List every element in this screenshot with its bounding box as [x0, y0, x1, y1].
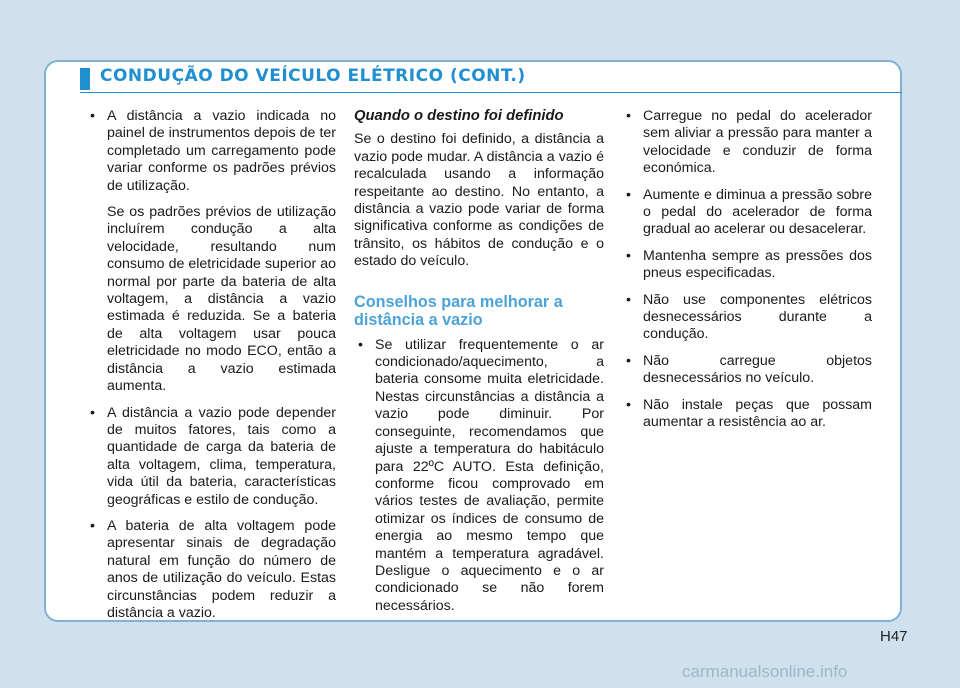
subsection-title: Quando o destino foi definido	[354, 108, 564, 124]
list-item: • Não instale peças que possam aumentar a resistência ao ar.	[622, 397, 872, 432]
list-item: • Aumente e diminua a pressão sobre o pedal do acelerador de forma gradual ao acelerar ou desacelerar.	[622, 187, 872, 239]
list-item: • Não carregue objetos desnecessários no veículo.	[622, 353, 872, 388]
column-right	[622, 108, 872, 441]
list-item: • A distância a vazio indicada no painel de instrumentos depois de ter completado um carregamento pode variar conforme os padrões prévios de utilização.	[86, 108, 336, 195]
page-number: H47	[880, 628, 908, 645]
list-item: • Não use componentes elétricos desnecessários durante a condução.	[622, 292, 872, 344]
column-left	[86, 108, 336, 631]
header-accent-bar	[80, 68, 90, 90]
section-title: Conselhos para melhorar a distância a vazio	[354, 292, 563, 329]
list-item: • A distância a vazio pode depender de muitos fatores, tais como a quantidade de carga da bateria de alta voltagem, clima, temperatura, vida útil da bateria, características geográficas e estilo de condução.	[86, 405, 336, 509]
list-item: • Se utilizar frequentemente o ar condicionado/aquecimento, a bateria consome muita eletricidade. Nestas circunstâncias a distância a vazio pode diminuir. Por conseguinte, recomendamos que ajuste a temperatura do habitáculo para 22ºC AUTO. Esta definição, conforme ficou comprovado em vários testes de avaliação, permite otimizar os índices de consumo de energia ao mesmo tempo que mantém a temperatura agradável. Desligue o aquecimento e o ar condicionado se não forem necessários.	[354, 337, 604, 616]
header-divider	[80, 92, 902, 93]
column-middle	[354, 108, 604, 624]
watermark-text: carmanualsonline.info	[682, 662, 848, 681]
list-item: • A bateria de alta voltagem pode apresentar sinais de degradação natural em função do número de anos de utilização do veículo. Estas circunstâncias podem reduzir a distância a vazio.	[86, 518, 336, 622]
page-title: CONDUÇÃO DO VEÍCULO ELÉTRICO (CONT.)	[100, 66, 526, 86]
list-item: • Mantenha sempre as pressões dos pneus especificadas.	[622, 248, 872, 283]
paragraph: Se o destino foi definido, a distância a vazio pode mudar. A distância a vazio é recalculada usando a informação respeitante ao destino. No entanto, a distância a vazio pode variar de forma significativa conforme as condições de trânsito, os hábitos de condução e o estado do veículo.	[354, 131, 604, 270]
list-item: • Carregue no pedal do acelerador sem aliviar a pressão para manter a velocidade e conduzir de forma económica.	[622, 108, 872, 178]
list-item-continuation: Se os padrões prévios de utilização incluírem condução a alta velocidade, resultando num consumo de eletricidade superior ao normal por parte da bateria de alta voltagem, a distância a vazio estimada é reduzida. Se a bateria de alta voltagem usar pouca eletricidade no modo ECO, então a distância a vazio estimada aumenta.	[107, 204, 336, 395]
